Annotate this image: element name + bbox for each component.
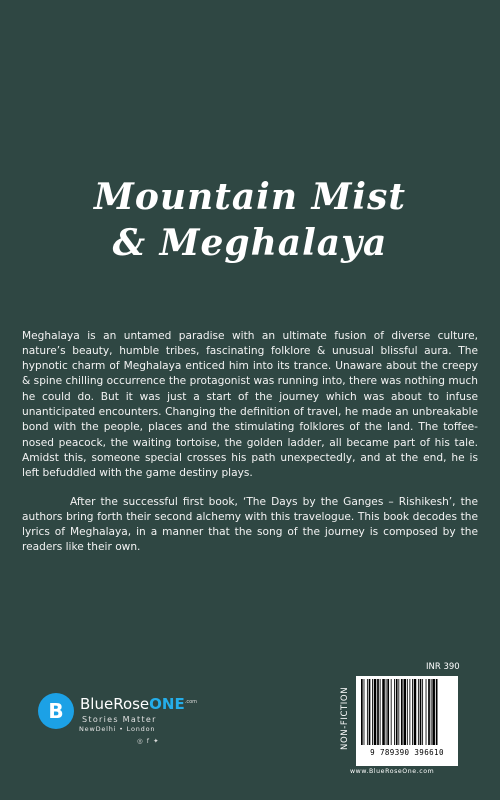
book-title-line2: & Meghalaya — [112, 222, 388, 264]
publisher-cities: NewDelhi • London — [79, 725, 156, 733]
publisher-logo-icon: B — [38, 693, 74, 729]
isbn-number: 9 789390 396610 — [370, 748, 444, 757]
publisher-website: www.BlueRoseOne.com — [350, 768, 435, 775]
publisher-name-part1: BlueRose — [80, 695, 150, 713]
social-media-icons: ◎ f ✦ — [137, 737, 160, 745]
blurb-paragraph-1: Meghalaya is an untamed paradise with an ultimate fusion of diverse culture, nature’s beauty, humble tribes, fascinating folklore & unusual blissful aura. The hypnotic charm of Meghalaya enticed him into its trance. Unaware about the creepy & spine chilling occurrence the protagonist was running into, there was nothing much he could do. But it was just a start of the journey which was about to infuse unanticipated encounters. Changing the definition of travel, he made an unbreakable bond with the people, places and the stimulating folklores of the land. The toffee-nosed peacock, the waiting tortoise, the golden ladder, all became part of his tale. Amidst this, someone special crosses his path unexpectedly, and at the end, he is left befuddled with the game destiny plays. — [22, 329, 478, 480]
price-label: INR 390 — [426, 662, 460, 672]
barcode-bars — [360, 679, 454, 747]
publisher-name-part2: ONE — [149, 695, 185, 713]
publisher-tagline: Stories Matter — [82, 715, 157, 724]
isbn-barcode — [356, 676, 458, 766]
publisher-name — [80, 695, 197, 713]
publisher-name-suffix: .com — [184, 699, 198, 705]
genre-label: NON-FICTION — [340, 686, 350, 750]
book-title-line1: Mountain Mist — [94, 176, 406, 218]
publisher-logo — [38, 693, 198, 743]
blurb-paragraph-2: After the successful first book, ‘The Days by the Ganges – Rishikesh’, the authors bring forth their second alchemy with this travelogue. This book decodes the lyrics of Meghalaya, in a manner that the song of the journey is composed by the readers like their own. — [22, 495, 478, 554]
